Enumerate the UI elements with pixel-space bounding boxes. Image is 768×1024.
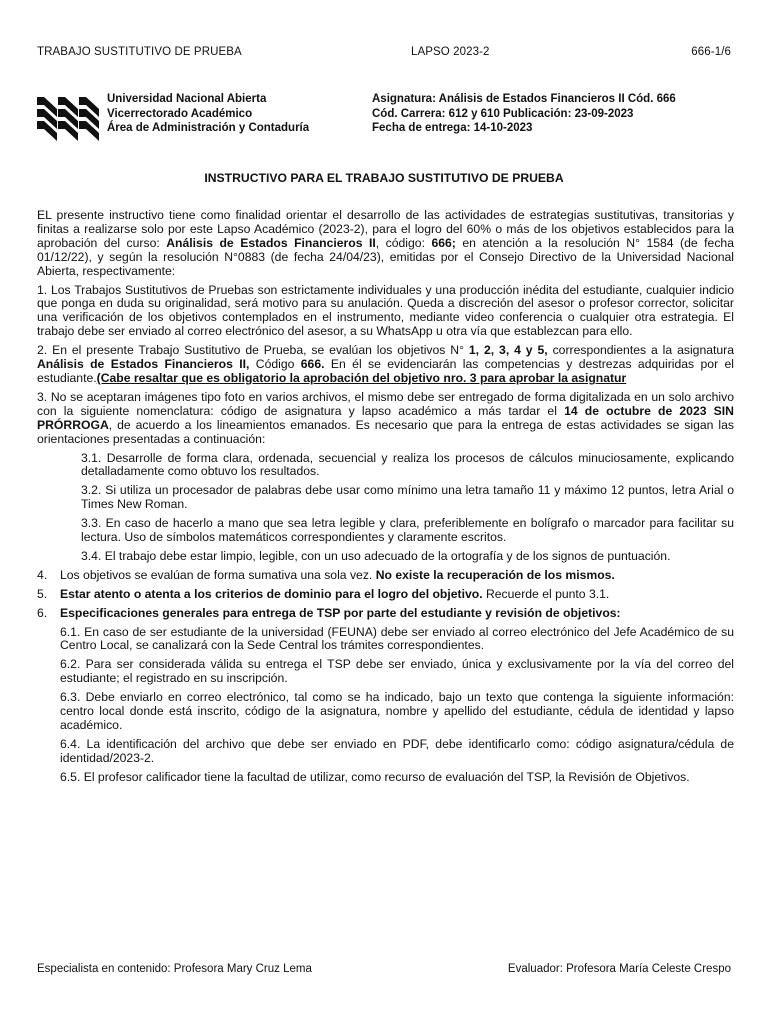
career-code: Cód. Carrera: 612 y 610 Publicación: 23-09-2023 — [372, 107, 634, 120]
paragraph-6-4: 6.4. La identificación del archivo que debe ser enviado en PDF, debe identificarlo como: código asignatura/cédula de identidad/2023-2. — [60, 736, 734, 765]
paragraph-3: 3. No se aceptaran imágenes tipo foto en varios archivos, el mismo debe ser entregado de forma digitalizada en un solo archivo con la siguiente nomenclatura: código de asignatura y lapso académico a más tardar el 14 de octubre de 2023 SIN PRÓRROGA, de acuerdo a los lineamientos emanados. Es necesario que para la entrega de estas actividades se sigan las orientaciones presentadas a continuación: — [37, 389, 734, 446]
page-header — [37, 46, 731, 62]
paragraph-3-3: 3.3. En caso de hacerlo a mano que sea letra legible y clara, preferiblemente en bolígrafo o marcador para facilitar su lectura. Uso de símbolos matemáticos correspondientes y claramente escritos. — [81, 516, 734, 545]
subject-name: Asignatura: Análisis de Estados Financieros II Cód. 666 — [372, 93, 676, 105]
paragraph-4: 4. Los objetivos se evalúan de forma sumativa una sola vez. No existe la recuperación de los mismos. — [37, 567, 615, 582]
paragraph-3-2: 3.2. Si utiliza un procesador de palabras debe usar como mínimo una letra tamaño 11 y máximo 12 puntos, letra Arial o Times New Roman. — [81, 483, 734, 512]
paragraph-2: 2. En el presente Trabajo Sustitutivo de Prueba, se evalúan los objetivos N° 1, 2, 3, 4 y 5, correspondientes a la asignatura Análisis de Estados Financieros II, Código 666. En él se evidenciarán las competencias y destrezas adquiridas por el estudiante.(Cabe resaltar que es obligatorio la aprobación del objetivo nro. 3 para aprobar la asignatur — [37, 343, 734, 385]
paragraph-6-3: 6.3. Debe enviarlo en correo electrónico, tal como se ha indicado, bajo un texto que contenga la siguiente información: centro local donde está inscrito, código de la asignatura, nombre y apellido del estudiante, cédula de identidad y lapso académico. — [60, 690, 734, 732]
header-lapso: LAPSO 2023-2 — [411, 46, 490, 58]
subject-block — [372, 92, 676, 136]
paragraph-6: 6. Especificaciones generales para entrega de TSP por parte del estudiante y revisión de objetivos: — [37, 605, 621, 620]
document-body — [37, 209, 734, 790]
vicerrectorado: Vicerrectorado Académico — [107, 107, 253, 120]
paragraph-3-1: 3.1. Desarrolle de forma clara, ordenada, secuencial y realiza los procesos de cálculos minuciosamente, explicando detalladamente como obtuvo los resultados. — [81, 450, 734, 479]
evaluator: Evaluador: Profesora María Celeste Crespo — [507, 963, 731, 975]
institution-block — [107, 92, 309, 136]
content-specialist: Especialista en contenido: Profesora Mary Cruz Lema — [37, 963, 312, 975]
paragraph-6-1: 6.1. En caso de ser estudiante de la universidad (FEUNA) debe ser enviado al correo electrónico del Jefe Académico de su Centro Local, se canalizará con la Sede Central los trámites correspondientes. — [60, 624, 734, 653]
intro-paragraph: EL presente instructivo tiene como finalidad orientar el desarrollo de las actividades de estrategias sustitutivas, transitorias y finitas a realizarse solo por este Lapso Académico (2023-2), para el logro del 60% o más de los objetivos establecidos para la aprobación del curso: Análisis de Estados Financieros II, código: 666; en atención a la resolución N° 1584 (de fecha 01/12/22), y según la resolución N°0883 (de fecha 24/04/23), emitidas por el Consejo Directivo de la Universidad Nacional Abierta, respectivamente: — [37, 208, 734, 278]
area-name: Área de Administración y Contaduría — [107, 122, 310, 134]
paragraph-6-2: 6.2. Para ser considerada válida su entrega el TSP debe ser enviado, única y exclusivamente por la vía del correo del estudiante; el registrado en su inscripción. — [60, 657, 734, 686]
paragraph-5: 5. Estar atento o atenta a los criterios de dominio para el logro del objetivo. Recuerde el punto 3.1. — [37, 586, 610, 601]
institution-name: Universidad Nacional Abierta — [107, 93, 267, 105]
document-title: INSTRUCTIVO PARA EL TRABAJO SUSTITUTIVO DE PRUEBA — [204, 171, 564, 185]
header-title: TRABAJO SUSTITUTIVO DE PRUEBA — [37, 46, 242, 58]
page-footer — [37, 963, 731, 979]
delivery-date: Fecha de entrega: 14-10-2023 — [372, 122, 533, 134]
letterhead — [37, 92, 737, 150]
header-page-code: 666-1/6 — [691, 46, 731, 58]
paragraph-3-4: 3.4. El trabajo debe estar limpio, legible, con un uso adecuado de la ortografía y de los signos de puntuación. — [81, 548, 671, 563]
paragraph-6-5: 6.5. El profesor calificador tiene la facultad de utilizar, como recurso de evaluación del TSP, la Revisión de Objetivos. — [60, 769, 690, 784]
una-logo-icon — [37, 95, 99, 141]
paragraph-1: 1. Los Trabajos Sustitutivos de Pruebas son estrictamente individuales y una producción inédita del estudiante, cualquier indicio que ponga en duda su originalidad, será motivo para su anulación. Queda a discreción del asesor o profesor corrector, solicitar una verificación de los objetivos contemplados en el instrumento, mediante video conferencia o cualquier otra estrategia. El trabajo debe ser enviado al correo electrónico del asesor, a su WhatsApp u otra vía que establezcan para ello. — [37, 282, 734, 339]
